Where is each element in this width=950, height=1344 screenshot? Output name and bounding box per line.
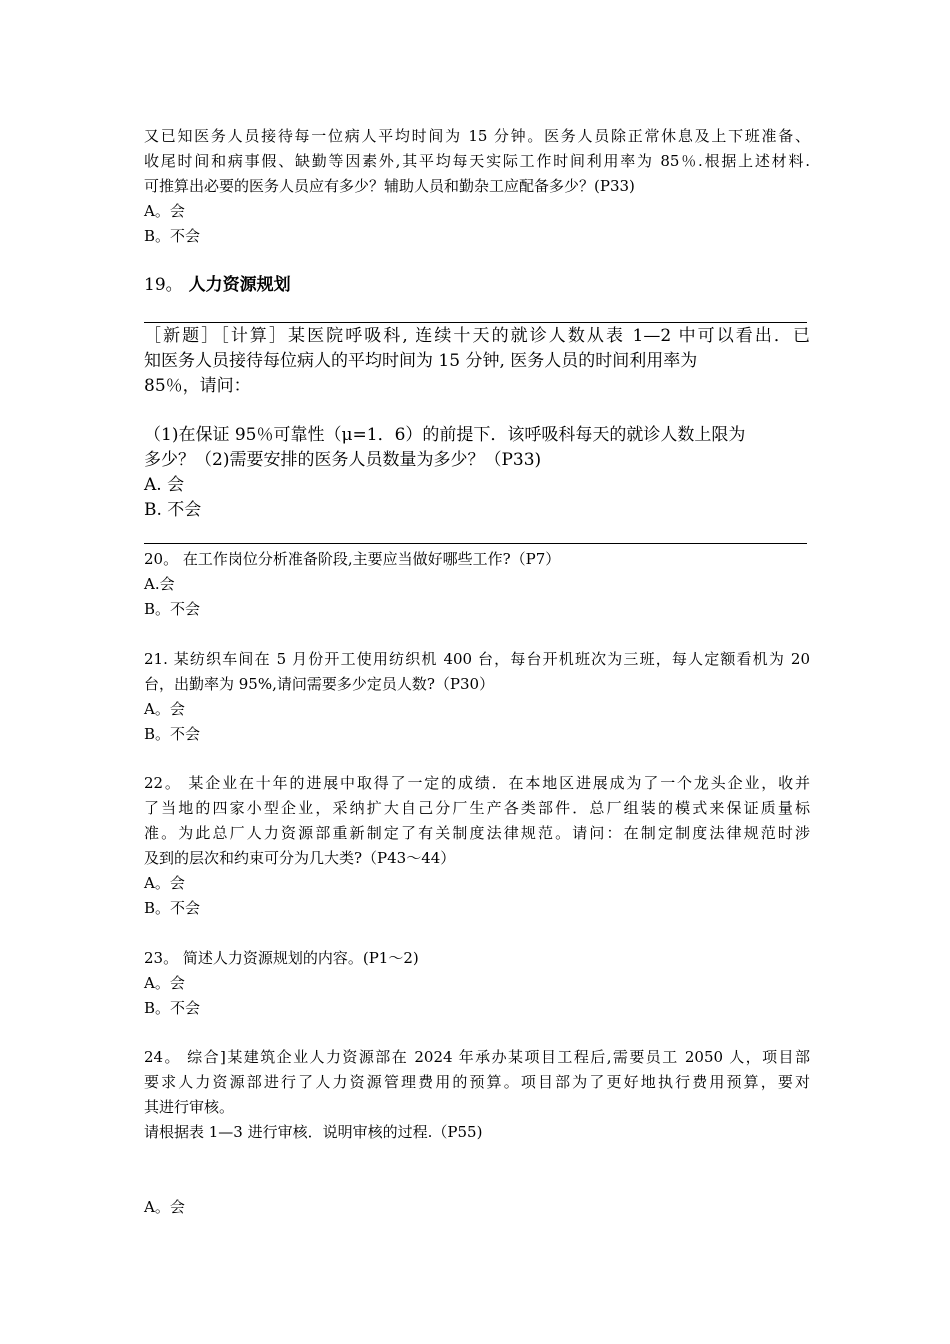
text-line: 准。为此总厂人力资源部重新制定了有关制度法律规范。请问：在制定制度法律规范时涉 (144, 824, 810, 842)
text-line: 22。 某企业在十年的进展中取得了一定的成绩．在本地区进展成为了一个龙头企业，收并 (144, 774, 810, 792)
question-19-subquestions (144, 423, 810, 523)
text-line: 21. 某纺织车间在 5 月份开工使用纺织机 400 台，每台开机班次为三班，每人定额看机为 20 (144, 650, 810, 668)
text-line: 20。 在工作岗位分析准备阶段,主要应当做好哪些工作?（P7） (144, 550, 561, 568)
option-b: B。不会 (144, 227, 201, 245)
text-line: （1)在保证 95％可靠性（μ=1．6）的前提下．该呼吸科每天的就诊人数上限为 (144, 425, 746, 445)
text-line: 及到的层次和约束可分为几大类?（P43～44） (144, 849, 456, 867)
question-19-body (144, 324, 810, 399)
text-line: 其进行审核。 (144, 1098, 235, 1116)
text-line: 85％，请问： (144, 376, 251, 396)
option-b: B. 不会 (144, 500, 202, 520)
divider (144, 543, 807, 544)
option-a: A。会 (144, 1198, 185, 1216)
section-title: 人力资源规划 (188, 275, 291, 295)
option-b: B。不会 (144, 600, 201, 618)
question-24-options (144, 1195, 810, 1220)
option-a: A。会 (144, 974, 185, 992)
option-a: A. 会 (144, 475, 185, 495)
option-a: A。会 (144, 700, 185, 718)
question-18-text (144, 124, 810, 249)
question-24 (144, 1045, 810, 1145)
option-b: B。不会 (144, 725, 201, 743)
text-line: 台，出勤率为 95%,请问需要多少定员人数?（P30） (144, 675, 495, 693)
text-line: ［新题］［计算］某医院呼吸科, 连续十天的就诊人数从表 1—2 中可以看出．已 (144, 326, 810, 346)
option-a: A.会 (144, 575, 175, 593)
text-line: 请根据表 1—3 进行审核．说明审核的过程.（P55) (144, 1123, 483, 1141)
text-line: 收尾时间和病事假、缺勤等因素外,其平均每天实际工作时间利用率为 85％.根据上述材料. (144, 152, 810, 170)
option-a: A。会 (144, 874, 185, 892)
question-20 (144, 547, 810, 622)
option-b: B。不会 (144, 899, 201, 917)
option-a: A。会 (144, 202, 185, 220)
option-b: B。不会 (144, 999, 201, 1017)
text-line: 23。 简述人力资源规划的内容。(P1～2) (144, 949, 419, 967)
text-line: 又已知医务人员接待每一位病人平均时间为 15 分钟。医务人员除正常休息及上下班准备、 (144, 127, 810, 145)
text-line: 知医务人员接待每位病人的平均时间为 15 分钟, 医务人员的时间利用率为 (144, 351, 698, 371)
text-line: 了当地的四家小型企业，采纳扩大自己分厂生产各类部件．总厂组装的模式来保证质量标 (144, 799, 810, 817)
text-line: 要求人力资源部进行了人力资源管理费用的预算。项目部为了更好地执行费用预算，要对 (144, 1073, 810, 1091)
question-23 (144, 946, 810, 1021)
divider (144, 322, 807, 323)
question-21 (144, 647, 810, 747)
text-line: 可推算出必要的医务人员应有多少？辅助人员和勤杂工应配备多少？(P33) (144, 177, 635, 195)
text-line: 24。 综合]某建筑企业人力资源部在 2024 年承办某项目工程后,需要员工 2050 人，项目部 (144, 1048, 810, 1066)
question-22 (144, 771, 810, 921)
text-line: 多少？（2)需要安排的医务人员数量为多少？（P33) (144, 450, 542, 470)
question-19-heading (144, 273, 810, 298)
question-number: 19。 (144, 275, 183, 295)
